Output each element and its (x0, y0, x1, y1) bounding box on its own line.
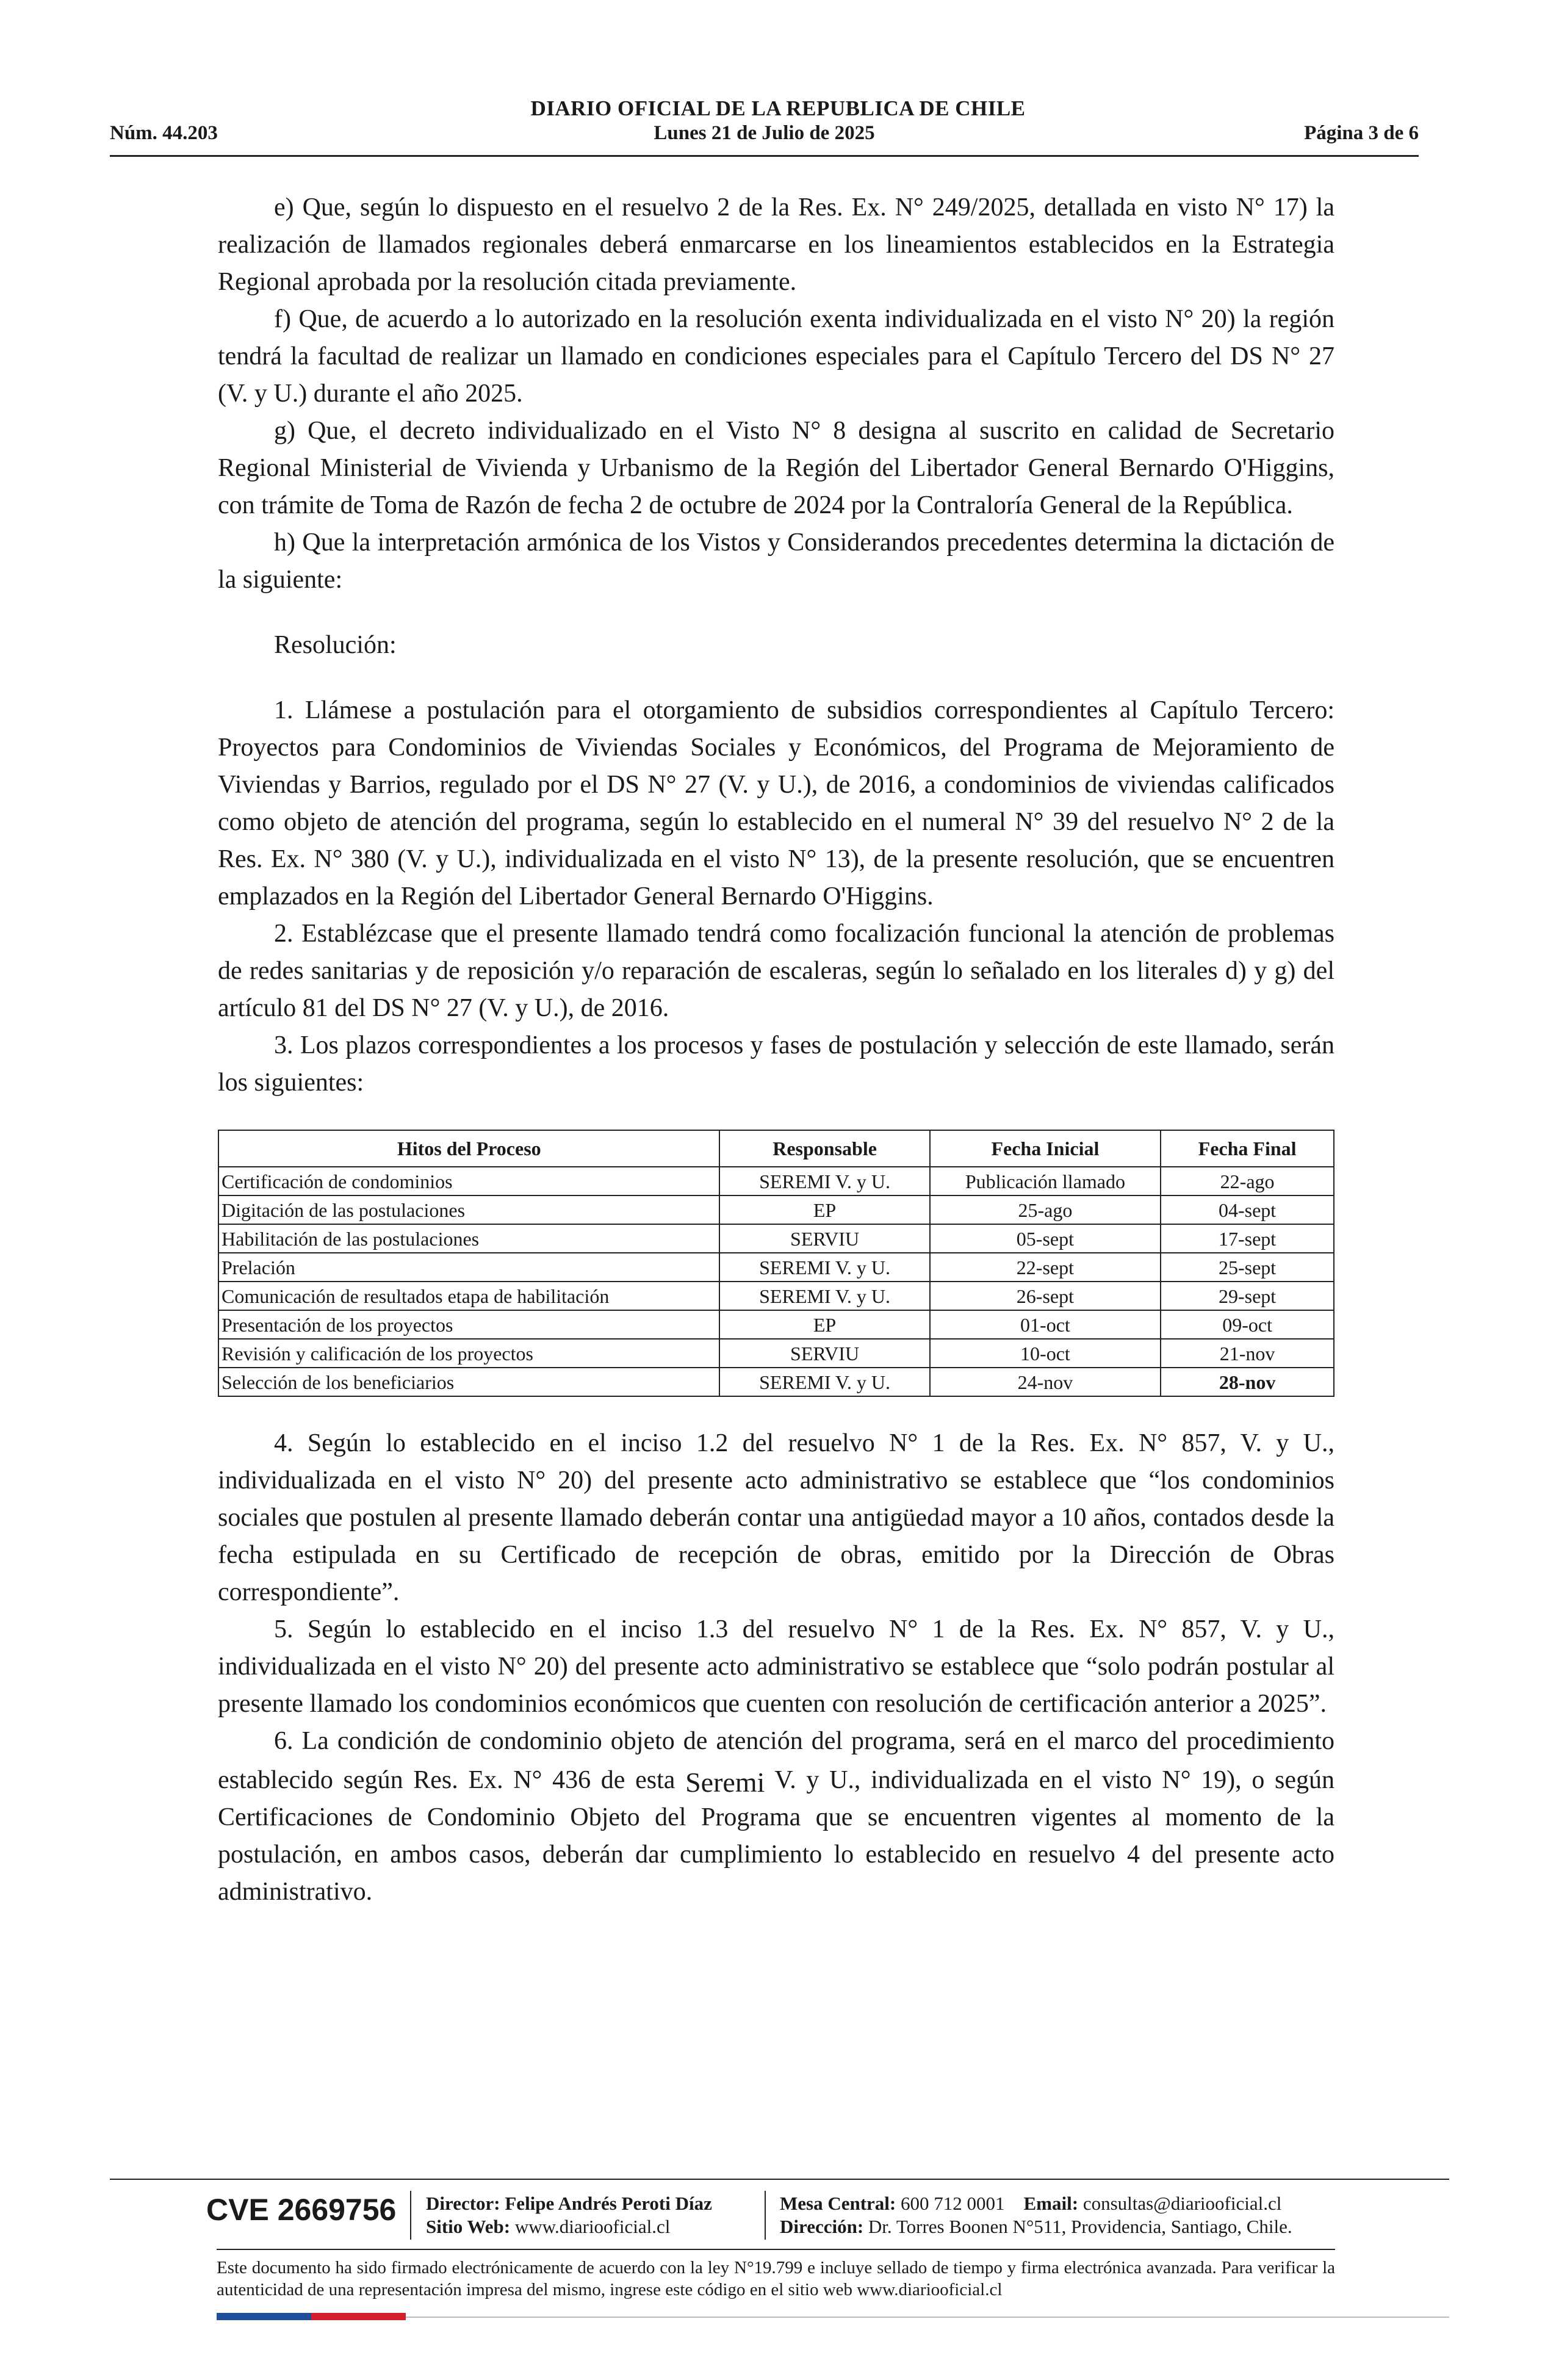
footer-director-block (426, 2192, 712, 2238)
table-cell: 05-sept (930, 1224, 1161, 1253)
footer-contact-block (780, 2192, 1292, 2238)
schedule-table-wrapper (218, 1130, 1334, 1397)
table-cell: Comunicación de resultados etapa de habilitación (218, 1282, 719, 1310)
mesa-phone: 600 712 0001 (901, 2193, 1005, 2214)
paragraph-f: f) Que, de acuerdo a lo autorizado en la resolución exenta individualizada en el visto N° 20) la región tendrá la facultad de realizar un llamado en condiciones especiales para el Capítulo Tercero del DS N° 27 (V. y U.) durante el año 2025. (218, 305, 1334, 408)
column-header: Fecha Inicial (930, 1130, 1161, 1167)
table-cell: SEREMI V. y U. (719, 1167, 929, 1195)
table-cell: Selección de los beneficiarios (218, 1368, 719, 1396)
table-row (218, 1253, 1334, 1282)
header-divider (110, 155, 1419, 157)
footer-separator (410, 2191, 411, 2240)
footer-separator (765, 2191, 766, 2240)
table-cell: EP (719, 1310, 929, 1339)
flag-blue-segment (217, 2313, 311, 2320)
seremi-word: Seremi (685, 1767, 765, 1798)
table-cell: 26-sept (930, 1282, 1161, 1310)
footer-note-divider (217, 2249, 1335, 2250)
table-cell: Publicación llamado (930, 1167, 1161, 1195)
document-body (218, 189, 1334, 1911)
table-cell: 22-ago (1161, 1167, 1334, 1195)
table-cell: SERVIU (719, 1339, 929, 1368)
table-cell: 17-sept (1161, 1224, 1334, 1253)
director-name: Felipe Andrés Peroti Díaz (505, 2193, 712, 2214)
table-cell: 28-nov (1161, 1368, 1334, 1396)
table-row (218, 1224, 1334, 1253)
table-cell: 09-oct (1161, 1310, 1334, 1339)
flag-red-segment (311, 2313, 406, 2320)
table-cell: 29-sept (1161, 1282, 1334, 1310)
table-cell: EP (719, 1195, 929, 1224)
paragraph-g: g) Que, el decreto individualizado en el Visto N° 8 designa al suscrito en calidad de Secretario Regional Ministerial de Vivienda y Urbanismo de la Región del Libertador General Bernardo O'Higgins, con trámite de Toma de Razón de fecha 2 de octubre de 2024 por la Contraloría General de la República. (218, 417, 1334, 519)
paragraph-1: 1. Llámese a postulación para el otorgamiento de subsidios correspondientes al Capítulo Tercero: Proyectos para Condominios de Viviendas Sociales y Económicos, del Programa de Mejoramiento de Viviendas y Barrios, regulado por el DS N° 27 (V. y U.), de 2016, a condominios de viviendas calificados como objeto de atención del programa, según lo establecido en el numeral N° 39 del resuelvo N° 2 de la Res. Ex. N° 380 (V. y U.), individualizada en el visto N° 13), de la presente resolución, que se encuentren emplazados en la Región del Libertador General Bernardo O'Higgins. (218, 696, 1334, 911)
column-header: Fecha Final (1161, 1130, 1334, 1167)
paragraph-3: 3. Los plazos correspondientes a los procesos y fases de postulación y selección de este llamado, serán los siguientes: (218, 1031, 1334, 1097)
table-cell: 24-nov (930, 1368, 1161, 1396)
paragraph-e: e) Que, según lo dispuesto en el resuelvo 2 de la Res. Ex. N° 249/2025, detallada en visto N° 17) la realización de llamados regionales deberá enmarcarse en los lineamientos establecidos en la Estrategia Regional aprobada por la resolución citada previamente. (218, 193, 1334, 296)
table-cell: 22-sept (930, 1253, 1161, 1282)
flag-bar (217, 2313, 406, 2320)
paragraph-4: 4. Según lo establecido en el inciso 1.2 del resuelvo N° 1 de la Res. Ex. N° 857, V. y U., individualizada en el visto N° 20) del presente acto administrativo se establece que “los condominios sociales que postulen al presente llamado deberán contar una antigüedad mayor a 10 años, contados desde la fecha estipulada en su Certificado de recepción de obras, emitido por la Dirección de Obras correspondiente”. (218, 1429, 1334, 1606)
table-cell: SEREMI V. y U. (719, 1368, 929, 1396)
paragraph-6-part-b: V. y U., individualizada en el visto N° 19), o según Certificaciones de Condominio Objeto del Programa que se encuentren vigentes al momento de la postulación, en ambos casos, deberán dar cumplimiento lo establecido en resuelvo 4 del presente acto administrativo. (218, 1766, 1334, 1906)
mesa-label: Mesa Central: (780, 2193, 896, 2214)
newspaper-title: DIARIO OFICIAL DE LA REPUBLICA DE CHILE (530, 96, 1026, 120)
email-link[interactable]: consultas@diariooficial.cl (1082, 2193, 1282, 2214)
column-header: Responsable (719, 1130, 929, 1167)
address-text: Dr. Torres Boonen N°511, Providencia, Santiago, Chile. (868, 2216, 1292, 2237)
table-row (218, 1310, 1334, 1339)
table-row (218, 1368, 1334, 1396)
table-cell: Certificación de condominios (218, 1167, 719, 1195)
table-cell: SEREMI V. y U. (719, 1253, 929, 1282)
paragraph-6 (218, 1723, 1334, 1911)
table-row (218, 1339, 1334, 1368)
address-label: Dirección: (780, 2216, 864, 2237)
table-cell: 01-oct (930, 1310, 1161, 1339)
table-header-row (218, 1130, 1334, 1167)
table-cell: 10-oct (930, 1339, 1161, 1368)
table-cell: Digitación de las postulaciones (218, 1195, 719, 1224)
director-label: Director: (426, 2193, 500, 2214)
table-cell: SEREMI V. y U. (719, 1282, 929, 1310)
resolution-heading: Resolución: (274, 631, 397, 659)
page-header (110, 122, 1419, 149)
site-label: Sitio Web: (426, 2216, 511, 2237)
site-link[interactable]: www.diariooficial.cl (514, 2216, 671, 2237)
table-cell: 25-sept (1161, 1253, 1334, 1282)
paragraph-6-part-a: 6. La condición de condominio objeto de atención del programa, será en el marco del procedimiento establecido según Res. Ex. N° 436 de esta (218, 1727, 1334, 1794)
issue-number: Núm. 44.203 (110, 122, 218, 144)
table-cell: Revisión y calificación de los proyectos (218, 1339, 719, 1368)
issue-date: Lunes 21 de Julio de 2025 (654, 122, 875, 144)
table-cell: Presentación de los proyectos (218, 1310, 719, 1339)
footer-divider (110, 2179, 1449, 2180)
table-cell: Prelación (218, 1253, 719, 1282)
paragraph-2: 2. Establézcase que el presente llamado tendrá como focalización funcional la atención de problemas de redes sanitarias y de reposición y/o reparación de escaleras, según lo señalado en los literales d) y g) del artículo 81 del DS N° 27 (V. y U.), de 2016. (218, 920, 1334, 1022)
table-row (218, 1282, 1334, 1310)
paragraph-5: 5. Según lo establecido en el inciso 1.3 del resuelvo N° 1 de la Res. Ex. N° 857, V. y U., individualizada en el visto N° 20) del presente acto administrativo se establece que “solo podrán postular al presente llamado los condominios económicos que cuenten con resolución de certificación anterior a 2025”. (218, 1615, 1334, 1718)
column-header: Hitos del Proceso (218, 1130, 719, 1167)
email-label: Email: (1023, 2193, 1079, 2214)
verification-note: Este documento ha sido firmado electrónicamente de acuerdo con la ley N°19.799 e incluye sellado de tiempo y firma electrónica avanzada. Para verificar la autenticidad de una representación impresa del mismo, ingrese este código en el sitio web www.diariooficial.cl (217, 2258, 1335, 2299)
page-indicator: Página 3 de 6 (1304, 122, 1419, 144)
table-cell: Habilitación de las postulaciones (218, 1224, 719, 1253)
table-cell: SERVIU (719, 1224, 929, 1253)
table-cell: 25-ago (930, 1195, 1161, 1224)
schedule-table (218, 1130, 1334, 1397)
bottom-line (406, 2317, 1449, 2318)
paragraph-h: h) Que la interpretación armónica de los Vistos y Considerandos precedentes determina la dictación de la siguiente: (218, 528, 1334, 594)
cve-code: CVE 2669756 (206, 2193, 397, 2227)
table-cell: 21-nov (1161, 1339, 1334, 1368)
table-cell: 04-sept (1161, 1195, 1334, 1224)
table-row (218, 1167, 1334, 1195)
table-row (218, 1195, 1334, 1224)
